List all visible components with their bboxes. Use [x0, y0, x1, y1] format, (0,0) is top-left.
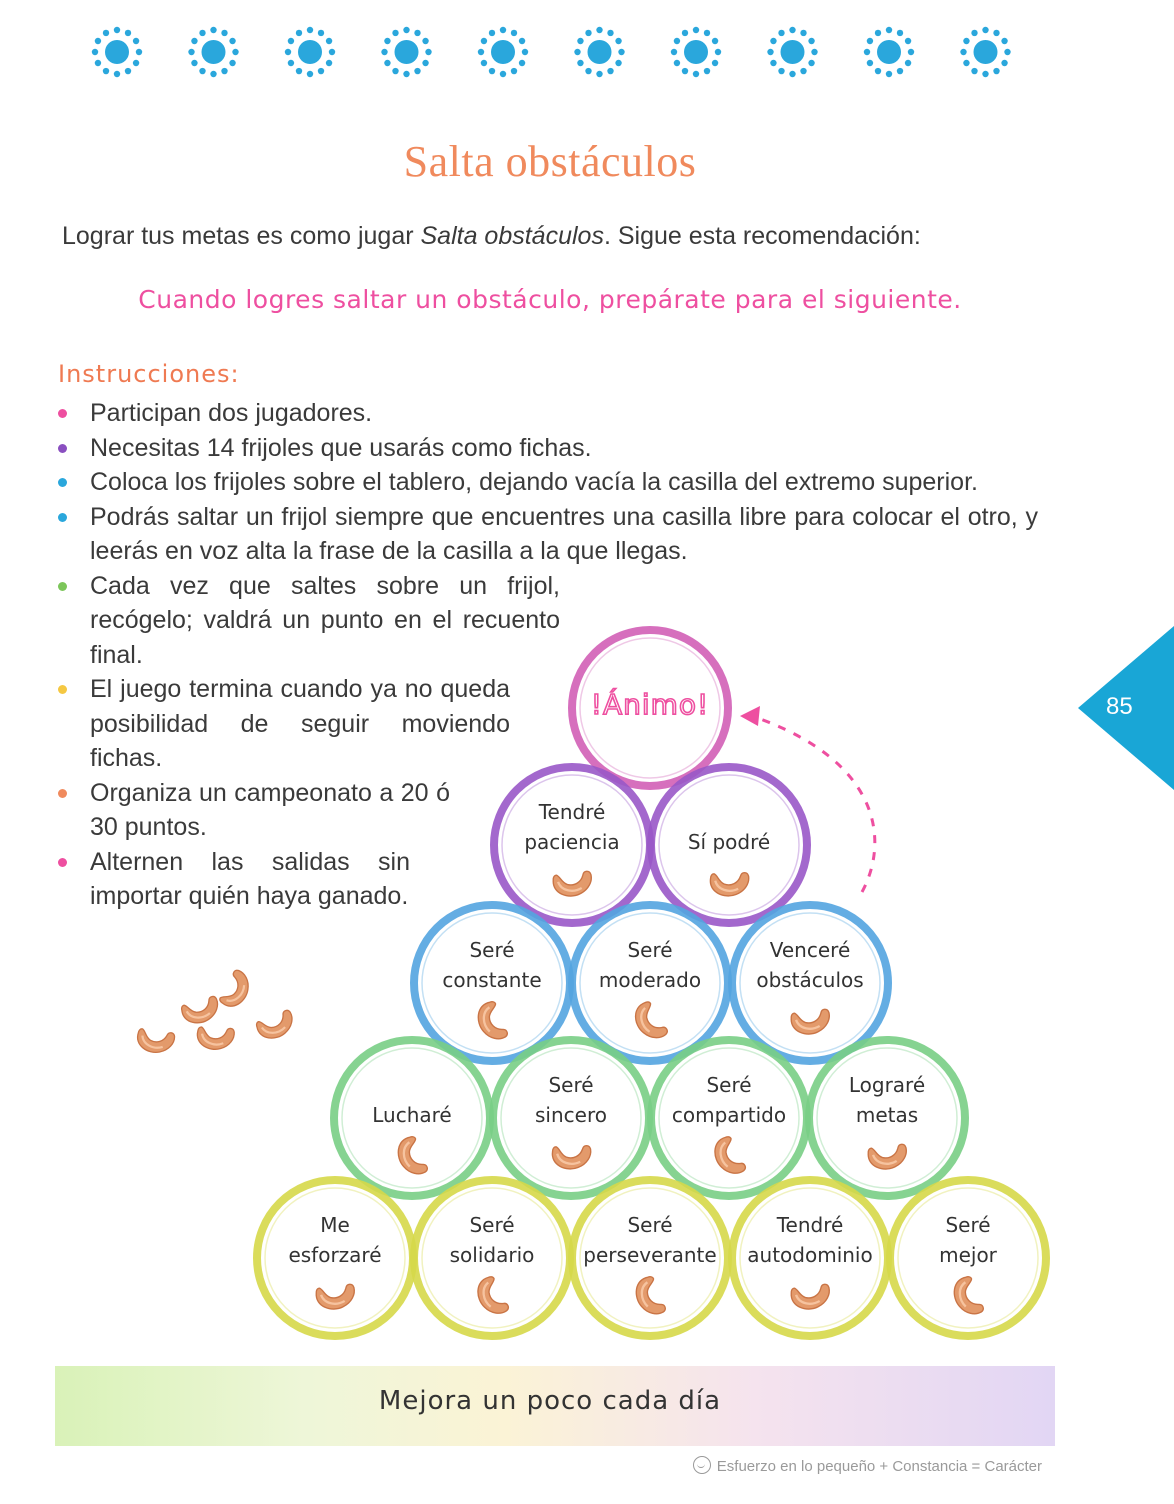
board-cell-label: Seré constante: [442, 938, 542, 992]
board-cell-label: Seré sincero: [535, 1073, 607, 1127]
board-cell-label: Tendré autodominio: [747, 1213, 873, 1267]
intro-before: Lograr tus metas es como jugar: [62, 222, 421, 250]
board-cell-label: Seré perseverante: [583, 1213, 717, 1267]
board-cell-label: Seré moderado: [598, 938, 702, 992]
board-top-cell: !Ánimo!: [590, 688, 710, 721]
page-number: 85: [1106, 693, 1133, 720]
arrow-head-icon: [740, 706, 760, 726]
board-cell-label: Lograré metas: [848, 1073, 926, 1127]
board-cell-label: Venceré obstáculos: [756, 938, 864, 992]
board-cell-label: Lucharé: [372, 1103, 452, 1127]
list-item: Alternen las salidas sin importar quién haya ganado.: [58, 845, 410, 914]
list-item: Coloca los frijoles sobre el tablero, dejando vacía la casilla del extremo superior.: [58, 465, 1038, 500]
page-title: Salta obstáculos: [403, 137, 697, 186]
list-item: Organiza un campeonato a 20 ó 30 puntos.: [58, 776, 450, 845]
list-item: Podrás saltar un frijol siempre que encuentres una casilla libre para colocar el otro, y leerás en voz alta la frase de la casilla a la que llegas.: [58, 500, 1038, 569]
intro-game-name: Salta obstáculos: [420, 222, 604, 250]
list-item: Necesitas 14 frijoles que usarás como fichas.: [58, 431, 1038, 466]
intro-after: . Sigue esta recomendación:: [603, 222, 921, 250]
list-item: Participan dos jugadores.: [58, 396, 1038, 431]
board-cell-label: Me esforzaré: [288, 1213, 382, 1267]
footer-banner-text: Mejora un poco cada día: [378, 1386, 722, 1416]
board-cell-label: Seré solidario: [449, 1213, 535, 1267]
list-item: El juego termina cuando ya no queda posibilidad de seguir moviendo fichas.: [58, 672, 510, 776]
motto-text: Cuando logres saltar un obstáculo, prepárate para el siguiente.: [138, 285, 962, 314]
board-cell-label: Sí podré: [687, 830, 771, 854]
smiley-icon: [693, 1456, 711, 1474]
list-item: Cada vez que saltes sobre un frijol, recógelo; valdrá un punto en el recuento final.: [58, 569, 560, 673]
board-cell-label: Seré compartido: [671, 1073, 787, 1127]
board-cell-label: Seré mejor: [939, 1213, 997, 1267]
instructions-heading: Instrucciones:: [58, 360, 240, 388]
board-cell-label: Tendré paciencia: [524, 800, 620, 854]
footer-credit: Esfuerzo en lo pequeño + Constancia = Carácter: [693, 1456, 1042, 1475]
